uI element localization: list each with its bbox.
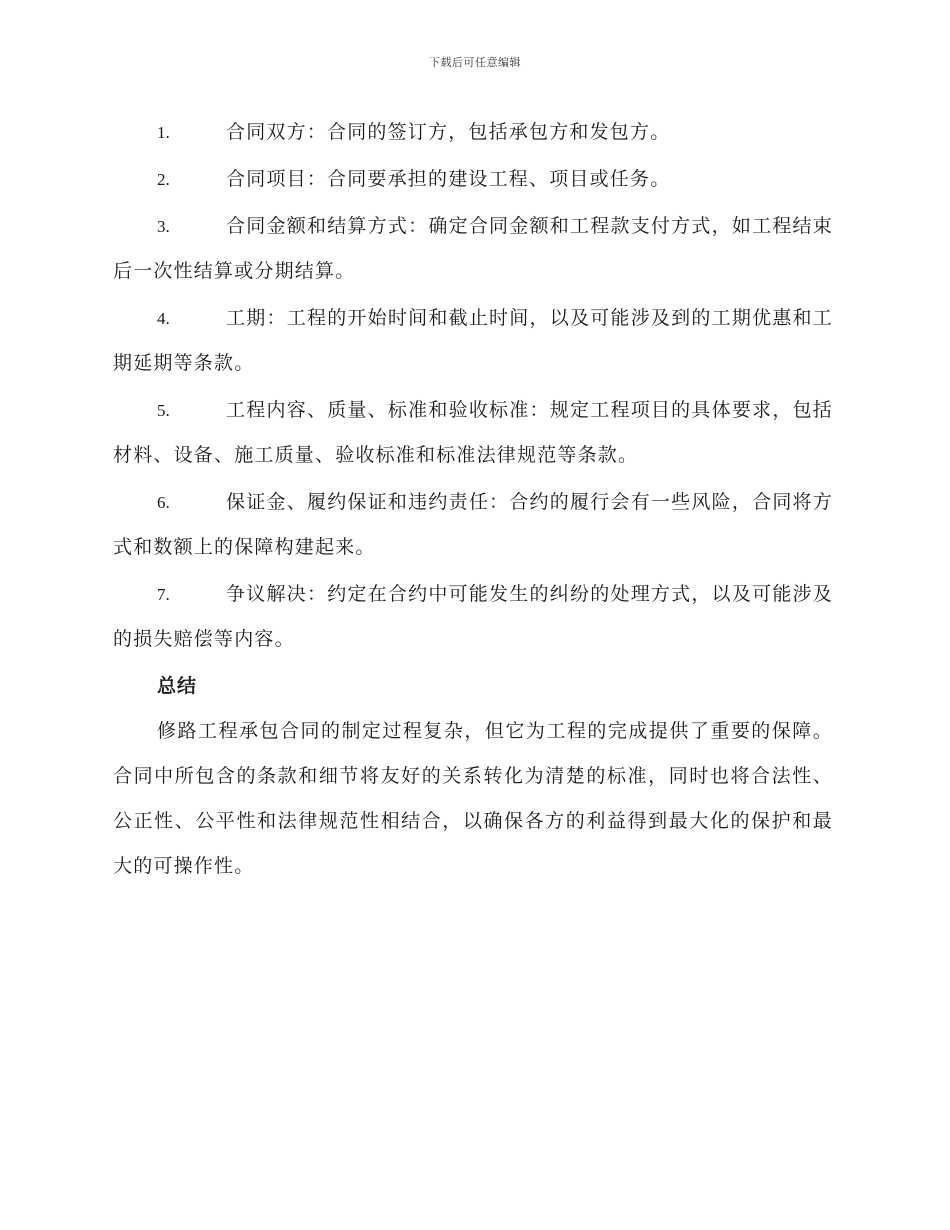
list-item [113,388,833,478]
summary-heading: 总结 [157,675,198,697]
list-item-number: 2. [157,170,170,189]
list-item-text: 保证金、履约保证和违约责任：合约的履行会有一些风险，合同将方式和数额上的保障构建起来。 [113,491,833,558]
list-item-number: 4. [157,309,170,328]
page-header: 下载后可任意编辑 [429,56,521,69]
list-item [113,572,833,662]
list-item-number: 3. [157,217,170,236]
list-item-text: 争议解决：约定在合约中可能发生的纠纷的处理方式，以及可能涉及的损失赔偿等内容。 [113,583,833,650]
list-item-text: 合同项目：合同要承担的建设工程、项目或任务。 [226,168,671,190]
list-item [113,296,833,386]
list-item-number: 7. [157,585,170,604]
list-item-number: 5. [157,401,170,420]
list-item-text: 工程内容、质量、标准和验收标准：规定工程项目的具体要求，包括材料、设备、施工质量、验收标准和标准法律规范等条款。 [113,399,833,466]
list-item-text: 工期：工程的开始时间和截止时间，以及可能涉及到的工期优惠和工期延期等条款。 [113,307,833,374]
list-item [113,157,833,202]
list-item-number: 1. [157,123,170,142]
list-item-text: 合同双方：合同的签订方，包括承包方和发包方。 [226,121,671,143]
list-item [113,204,833,294]
document-body [113,110,833,889]
list-item-number: 6. [157,493,170,512]
list-item-text: 合同金额和结算方式：确定合同金额和工程款支付方式，如工程结束后一次性结算或分期结算。 [113,215,833,282]
summary-paragraph: 修路工程承包合同的制定过程复杂，但它为工程的完成提供了重要的保障。合同中所包含的条款和细节将友好的关系转化为清楚的标准，同时也将合法性、公正性、公平性和法律规范性相结合，以确保各方的利益得到最大化的保护和最大的可操作性。 [113,720,833,877]
list-item [113,480,833,570]
list-item [113,110,833,155]
